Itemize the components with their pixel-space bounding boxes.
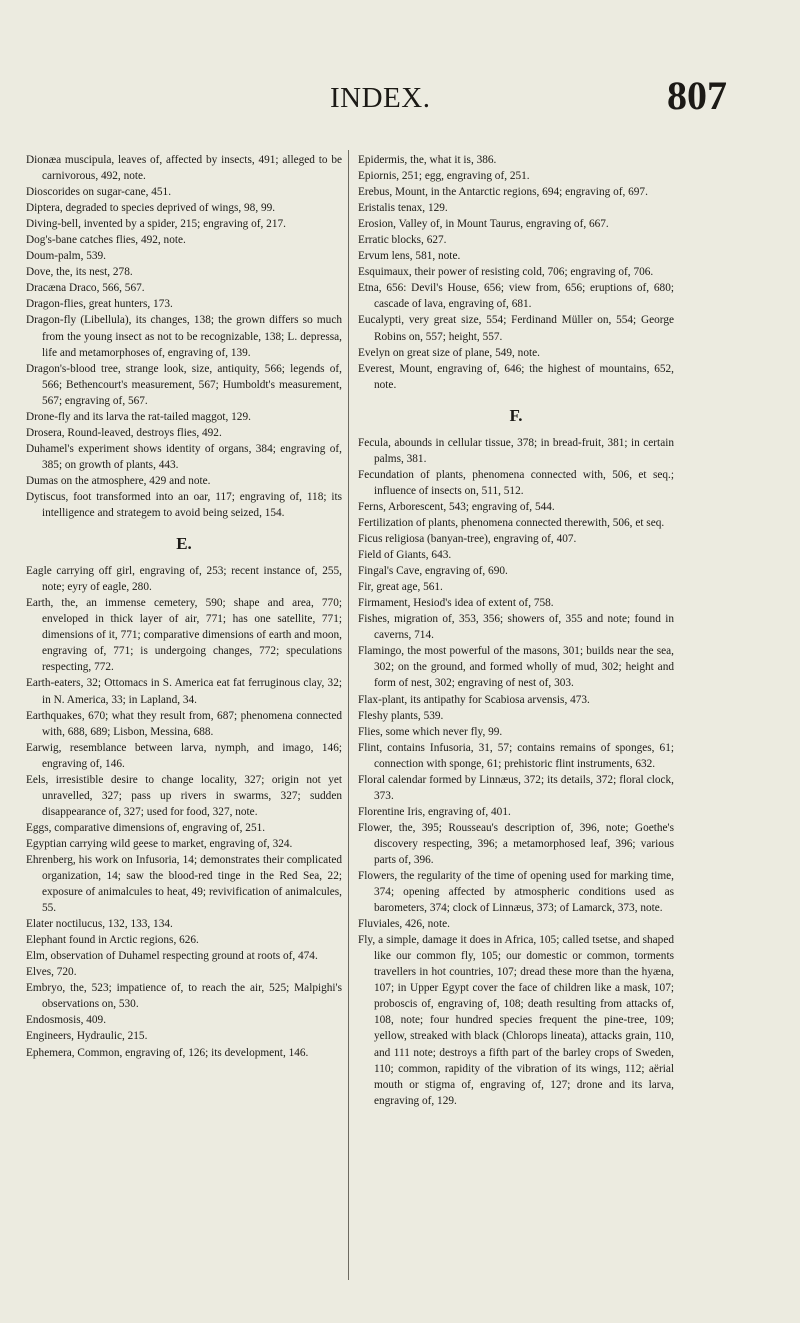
section-letter: F. [509, 405, 523, 425]
index-entry: Embryo, the, 523; impatience of, to reach the air, 525; Malpighi's observations on, 530. [26, 982, 342, 1011]
index-entry: Dove, the, its nest, 278. [26, 266, 133, 279]
index-entry: Dragon-flies, great hunters, 173. [26, 298, 173, 311]
index-entry: Ervum lens, 581, note. [358, 250, 461, 263]
page-title: INDEX. [330, 82, 431, 114]
index-entry: Eggs, comparative dimensions of, engraving of, 251. [26, 821, 266, 834]
index-entry: Eucalypti, very great size, 554; Ferdinand Müller on, 554; George Robins on, 557; height, 557. [358, 314, 674, 343]
index-entry: Dracæna Draco, 566, 567. [26, 282, 145, 295]
index-entry: Fishes, migration of, 353, 356; showers of, 355 and note; found in caverns, 714. [358, 613, 674, 642]
index-entry: Earwig, resemblance between larva, nymph, and imago, 146; engraving of, 146. [26, 741, 342, 770]
index-entry: Field of Giants, 643. [358, 549, 452, 562]
index-entry: Elves, 720. [26, 966, 77, 979]
index-entry: Dioscorides on sugar-cane, 451. [26, 186, 172, 199]
index-entry: Flies, some which never fly, 99. [358, 725, 503, 738]
index-column-left [26, 152, 342, 1061]
index-entry: Drosera, Round-leaved, destroys flies, 492. [26, 426, 222, 439]
index-entry: Endosmosis, 409. [26, 1014, 107, 1027]
index-entry: Esquimaux, their power of resisting cold, 706; engraving of, 706. [358, 266, 654, 279]
index-entry: Egyptian carrying wild geese to market, engraving of, 324. [26, 837, 293, 850]
index-entry: Elm, observation of Duhamel respecting ground at roots of, 474. [26, 950, 318, 963]
index-entry: Erebus, Mount, in the Antarctic regions, 694; engraving of, 697. [358, 186, 648, 199]
section-letter: E. [176, 534, 192, 554]
index-entry: Eagle carrying off girl, engraving of, 253; recent instance of, 255, note; eyry of eagle, 280. [26, 565, 342, 594]
index-entry: Fly, a simple, damage it does in Africa, 105; called tsetse, and shaped like our common fly, 105; our domestic or common, torments travellers in hot countries, 107; dread these more than the hyæna, 107; in Upper Egypt cover the face of children like a mask, 107; proboscis of, engraving of, 108; death resulting from attacks of, 108, note; four hundred species frequent the pine-tree, 109; yellow, streaked with black (Chlorops lineata), attacks grain, 110, and 111 note; destroys a fifth part of the barley crops of Sweden, 110; common, rapidity of the vibration of its wings, 112; aërial mouth or stigma of, engraving of, 127; drone and its larva, engraving of, 129. [358, 934, 674, 1107]
index-entry: Firmament, Hesiod's idea of extent of, 758. [358, 597, 554, 610]
index-entry: Doum-palm, 539. [26, 250, 107, 263]
index-entry: Engineers, Hydraulic, 215. [26, 1030, 148, 1043]
column-divider [348, 150, 349, 1280]
index-entry: Everest, Mount, engraving of, 646; the highest of mountains, 652, note. [358, 362, 674, 391]
index-entry: Fertilization of plants, phenomena connected therewith, 506, et seq. [358, 516, 665, 529]
index-entry: Dumas on the atmosphere, 429 and note. [26, 474, 211, 487]
index-entry: Earthquakes, 670; what they result from, 687; phenomena connected with, 688, 689; Lisbon, Messina, 688. [26, 709, 342, 738]
index-entry: Diving-bell, invented by a spider, 215; engraving of, 217. [26, 218, 286, 231]
index-entry: Flamingo, the most powerful of the masons, 301; builds near the sea, 302; on the ground, and formed wholly of mud, 302; height and form of nest, 302; engraving of nest of, 303. [358, 645, 674, 690]
index-entry: Epiornis, 251; egg, engraving of, 251. [358, 170, 530, 183]
index-entry: Diptera, degraded to species deprived of wings, 98, 99. [26, 202, 276, 215]
index-entry: Fluviales, 426, note. [358, 918, 450, 931]
index-entry: Dragon's-blood tree, strange look, size, antiquity, 566; legends of, 566; Bethencourt's measurement, 567; Humboldt's measurement, 567; engraving of, 567. [26, 362, 342, 407]
index-entry: Eristalis tenax, 129. [358, 202, 448, 215]
index-entry: Ferns, Arborescent, 543; engraving of, 544. [358, 500, 555, 513]
index-entry: Ephemera, Common, engraving of, 126; its development, 146. [26, 1046, 309, 1059]
page-number: 807 [667, 73, 727, 118]
index-entry: Fleshy plants, 539. [358, 709, 444, 722]
index-entry: Elephant found in Arctic regions, 626. [26, 934, 199, 947]
index-entry: Dytiscus, foot transformed into an oar, 117; engraving of, 118; its intelligence and strategem to avoid being seized, 154. [26, 490, 342, 520]
index-entry: Flowers, the regularity of the time of opening used for marking time, 374; opening affected by atmospheric conditions used as barometers, 374; clock of Linnæus, 373; of Lamarck, 373, note. [358, 870, 674, 915]
index-entry: Flax-plant, its antipathy for Scabiosa arvensis, 473. [358, 693, 590, 706]
index-entry: Fir, great age, 561. [358, 581, 443, 594]
index-entry: Floral calendar formed by Linnæus, 372; its details, 372; floral clock, 373. [358, 773, 674, 802]
index-entry: Elater noctilucus, 132, 133, 134. [26, 918, 173, 931]
index-entry: Erosion, Valley of, in Mount Taurus, engraving of, 667. [358, 218, 609, 231]
index-entry: Flower, the, 395; Rousseau's description of, 396, note; Goethe's discovery respecting, 396; a metamorphosed leaf, 396; various parts of, 396. [358, 821, 674, 866]
index-entry: Evelyn on great size of plane, 549, note. [358, 346, 540, 359]
page-header [0, 72, 800, 142]
index-entry: Dragon-fly (Libellula), its changes, 138; the grown differs so much from the young insect as not to be recognizable, 138; L. depressa, life and metamorphoses of, engraving of, 139. [26, 314, 342, 359]
index-entry: Etna, 656: Devil's House, 656; view from, 656; eruptions of, 680; cascade of lava, engraving of, 681. [358, 282, 674, 311]
index-entry: Eels, irresistible desire to change locality, 327; origin not yet unravelled, 327; pass up rivers in swarms, 327; sudden disappearance of, 327; used for food, 327, note. [26, 773, 342, 818]
index-entry: Florentine Iris, engraving of, 401. [358, 805, 511, 818]
index-entry: Fingal's Cave, engraving of, 690. [358, 565, 508, 578]
index-entry: Epidermis, the, what it is, 386. [358, 154, 497, 166]
index-entry: Ehrenberg, his work on Infusoria, 14; demonstrates their complicated organization, 14; saw the blood-red tinge in the Red Sea, 22; exposure of animalcules to heat, 49; revivification of animalcules, 55. [26, 853, 342, 915]
index-entry: Fecundation of plants, phenomena connected with, 506, et seq.; influence of insects on, 511, 512. [358, 468, 674, 497]
index-entry: Erratic blocks, 627. [358, 234, 447, 247]
index-entry: Fecula, abounds in cellular tissue, 378; in bread-fruit, 381; in certain palms, 381. [358, 436, 674, 465]
index-entry: Flint, contains Infusoria, 31, 57; contains remains of sponges, 61; connection with sponge, 61; prehistoric flint instruments, 632. [358, 741, 674, 770]
index-entry: Drone-fly and its larva the rat-tailed maggot, 129. [26, 410, 251, 423]
index-entry: Earth-eaters, 32; Ottomacs in S. America eat fat ferruginous clay, 32; in N. America, 33; in Lapland, 34. [26, 677, 342, 706]
index-entry: Earth, the, an immense cemetery, 590; shape and area, 770; enveloped in thick layer of air, 771; has one satellite, 771; dimensions of it, 771; comparative dimensions of earth and moon, engraving of, 771; is undergoing changes, 772; speculations respecting, 772. [26, 597, 342, 674]
index-entry: Dionæa muscipula, leaves of, affected by insects, 491; alleged to be carnivorous, 492, note. [26, 154, 342, 183]
index-entry: Duhamel's experiment shows identity of organs, 384; engraving of, 385; on growth of plants, 443. [26, 442, 342, 471]
index-entry: Ficus religiosa (banyan-tree), engraving of, 407. [358, 533, 577, 546]
index-entry: Dog's-bane catches flies, 492, note. [26, 234, 186, 247]
index-column-right [358, 152, 674, 1109]
